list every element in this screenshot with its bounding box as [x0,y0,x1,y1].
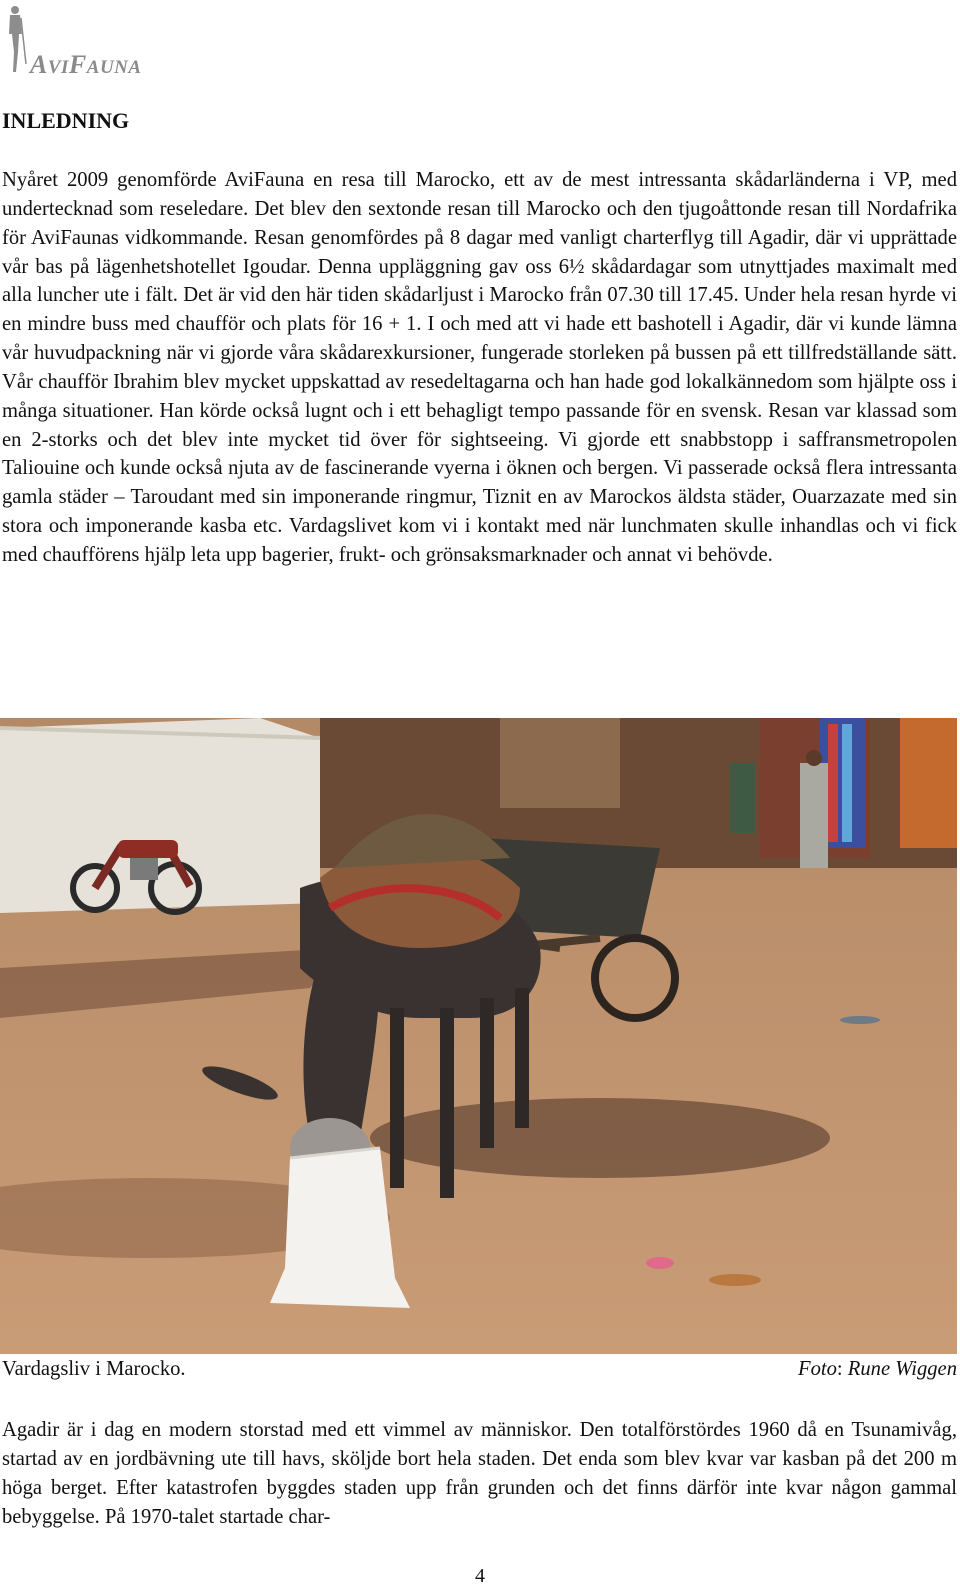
avifauna-logo [2,4,202,79]
photo-credit-separator: : [836,1358,848,1380]
agadir-paragraph: Agadir är i dag en modern storstad med ett vimmel av människor. Den totalförstördes 1960 då en Tsunamivåg, startad av en jordbävning ute till havs, sköljde bort hela staden. Det enda som blev kvar var kasban på det 200 m höga berget. Efter katastrofen byggdes staden upp från grunden och det finns därför inte kvar någon gammal bebyggelse. På 1970-talet startade char- [2,1419,957,1528]
photo-credit-name: Rune Wiggen [847,1358,957,1380]
photo-caption: Vardagsliv i Marocko. [2,1358,186,1380]
section-title: INLEDNING [2,108,130,133]
photo-donkey-cart [0,718,957,1354]
page-number: 4 [475,1565,485,1587]
intro-paragraph: Nyåret 2009 genomförde AviFauna en resa till Marocko, ett av de mest intressanta skådarländerna i VP, med undertecknad som reseledare. Det blev den sextonde resan till Marocko och den tjugoåttonde resan till Nordafrika för AviFaunas vidkommande. Resan genomfördes på 8 dagar med vanligt charterflyg till Agadir, där vi upprättade vår bas på lägenhetshotellet Igoudar. Denna uppläggning gav oss 6½ skådardagar som utnyttjades maximalt med alla luncher ute i fält. Det är vid den här tiden skådarljust i Marocko från 07.30 till 17.45. Under hela resan hyrde vi en mindre buss med chaufför och plats för 16 + 1. I och med att vi hade ett bashotell i Agadir, där vi kunde lämna vår huvudpackning när vi gjorde våra skådarexkursioner, fungerade storleken på bussen på ett tillfredställande sätt. Vår chaufför Ibrahim blev mycket uppskattad av resedeltagarna och han hade god lokalkännedom som hjälpte oss i många situationer. Han körde också lugnt och i ett behagligt tempo passande för en svensk. Resan var klassad som en 2-storks och det blev inte mycket tid över för sightseeing. Vi gjorde ett snabbstopp i saffransmetropolen Taliouine och kunde också njuta av de fascinerande vyerna i öknen och bergen. Vi passerade också flera intressanta gamla städer – Taroudant med sin imponerande ringmur, Tiznit en av Marockos äldsta städer, Ouarzazate med sin stora och imponerande kasba etc. Vardagslivet kom vi i kontakt med när lunchmaten skulle inhandlas och vi fick med chaufförens hjälp leta upp bagerier, frukt- och grönsaksmarknader och annat vi behövde. [2,169,957,566]
donkey-cart-illustration [0,718,957,1354]
hiker-silhouette-icon [4,4,28,74]
photo-credit [798,1358,957,1381]
logo-wordmark: AVIFAUNA [30,50,142,79]
photo-credit-label: Foto [797,1358,837,1380]
